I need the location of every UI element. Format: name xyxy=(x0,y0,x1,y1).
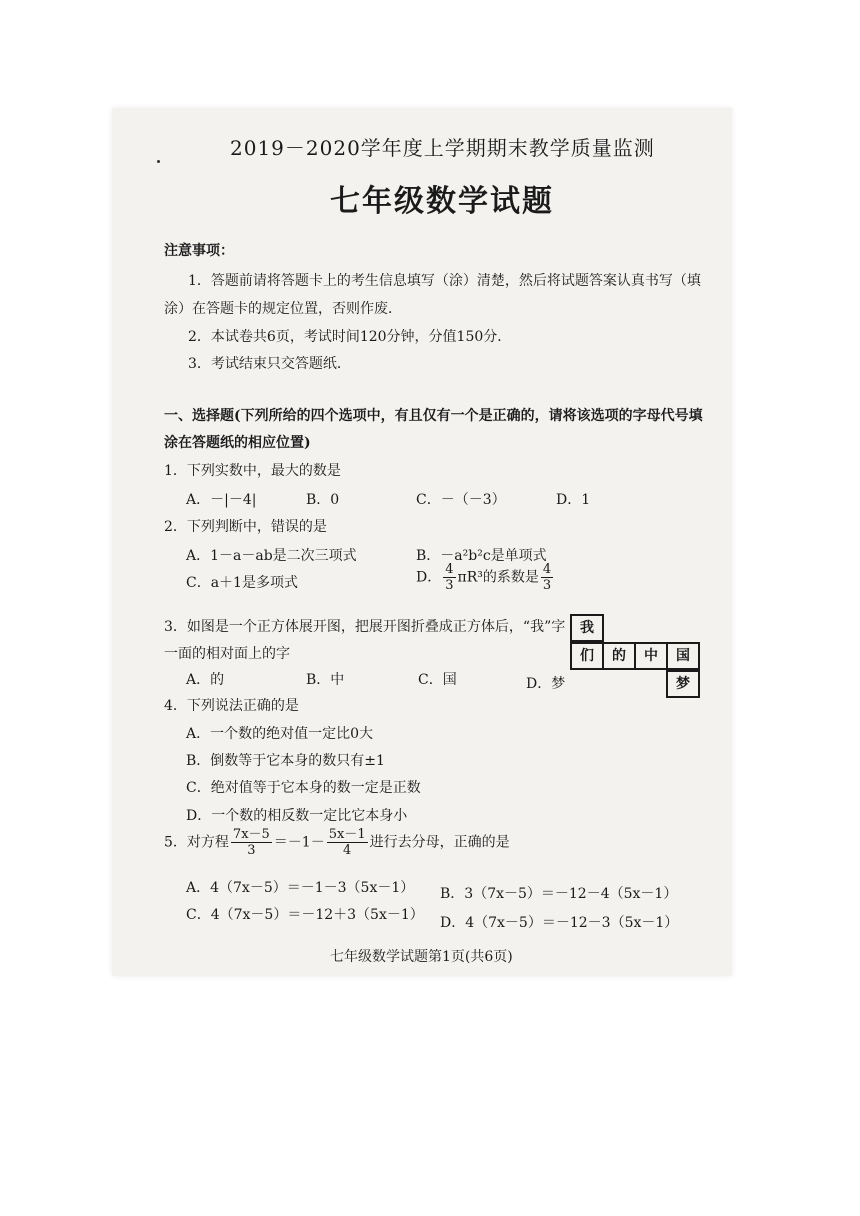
notice-item-1-line-2: 涂）在答题卡的规定位置，否则作废． xyxy=(164,301,402,317)
question-2-option-c: C．a＋1是多项式 xyxy=(186,575,298,591)
question-3-stem-line-2: 一面的相对面上的字 xyxy=(164,646,290,662)
question-1-option-d: D．1 xyxy=(556,492,591,508)
net-cell-men: 们 xyxy=(570,642,604,670)
net-cell-meng: 梦 xyxy=(666,670,700,698)
question-3-option-c: C．国 xyxy=(418,672,457,688)
question-3-stem-line-1: 3．如图是一个正方体展开图，把展开图折叠成正方体后，“我”字 xyxy=(164,619,566,635)
question-5-stem xyxy=(164,827,510,858)
fraction-denominator: 3 xyxy=(445,578,454,593)
question-4-option-c: C．绝对值等于它本身的数一定是正数 xyxy=(186,780,421,796)
question-3-option-a: A．的 xyxy=(186,672,225,688)
question-4-option-b: B．倒数等于它本身的数只有±1 xyxy=(186,753,385,769)
fraction-numerator: 4 xyxy=(542,562,552,577)
net-cell-zhong: 中 xyxy=(634,642,668,670)
question-4-stem: 4．下列说法正确的是 xyxy=(164,698,299,714)
question-1-stem: 1．下列实数中，最大的数是 xyxy=(164,463,341,479)
question-4-option-d: D．一个数的相反数一定比它本身小 xyxy=(186,808,408,824)
question-5-stem-prefix: 5．对方程 xyxy=(164,834,229,851)
scan-speck xyxy=(157,160,160,163)
notice-heading: 注意事项： xyxy=(164,243,234,259)
notice-item-3: 3．考试结束只交答题纸． xyxy=(188,356,351,372)
section-1-heading-line-1: 一、选择题(下列所给的四个选项中，有且仅有一个是正确的，请将该选项的字母代号填 xyxy=(164,408,703,424)
question-3-option-b: B．中 xyxy=(306,672,345,688)
question-5-stem-middle: ＝－1－ xyxy=(273,834,325,851)
question-4-option-a: A．一个数的绝对值一定比0大 xyxy=(186,726,374,742)
net-cell-de: 的 xyxy=(602,642,636,670)
cube-net-diagram xyxy=(570,614,702,700)
question-2-option-b: B．－a²b²c是单项式 xyxy=(416,548,547,564)
net-cell-wo: 我 xyxy=(570,614,604,642)
fraction-denominator: 3 xyxy=(542,578,552,593)
fraction-four-thirds-answer xyxy=(541,562,553,593)
exam-title: 2019－2020学年度上学期期末教学质量监测 xyxy=(230,136,655,160)
question-2-option-a: A．1－a－ab是二次三项式 xyxy=(186,548,357,564)
question-1-option-b: B．0 xyxy=(306,492,340,508)
question-3-option-d: D．梦 xyxy=(526,676,566,692)
fraction-numerator: 4 xyxy=(445,562,454,577)
fraction-four-thirds xyxy=(443,562,455,593)
fraction-5x-minus-1-over-4 xyxy=(327,827,368,858)
fraction-numerator: 5x－1 xyxy=(328,827,366,842)
page-footer: 七年级数学试题第1页(共6页) xyxy=(330,949,513,965)
question-2-option-d xyxy=(416,562,555,593)
section-1-heading-line-2: 涂在答题纸的相应位置) xyxy=(164,435,311,451)
fraction-denominator: 4 xyxy=(343,843,352,858)
question-1-option-a: A．－|－4| xyxy=(186,492,257,508)
notice-item-1-line-1: 1．答题前请将答题卡上的考生信息填写（涂）清楚，然后将试题答案认真书写（填 xyxy=(188,273,701,289)
fraction-7x-minus-5-over-3 xyxy=(231,827,272,858)
question-1-option-c: C．－（－3） xyxy=(416,492,506,508)
question-2-option-d-prefix: D． xyxy=(416,569,442,586)
fraction-numerator: 7x－5 xyxy=(232,827,270,842)
exam-subtitle: 七年级数学试题 xyxy=(330,184,554,219)
question-5-option-b: B．3（7x－5）＝－12－4（5x－1） xyxy=(440,886,678,902)
net-cell-guo: 国 xyxy=(666,642,700,670)
question-2-option-d-text: πR³的系数是 xyxy=(457,569,539,586)
question-5-option-c: C．4（7x－5）＝－12＋3（5x－1） xyxy=(186,907,424,923)
question-5-option-d: D．4（7x－5）＝－12－3（5x－1） xyxy=(440,915,679,931)
fraction-denominator: 3 xyxy=(247,843,256,858)
question-2-stem: 2．下列判断中，错误的是 xyxy=(164,519,327,535)
question-5-option-a: A．4（7x－5）＝－1－3（5x－1） xyxy=(186,880,415,896)
question-5-stem-suffix: 进行去分母，正确的是 xyxy=(369,834,510,851)
notice-item-2: 2．本试卷共6页，考试时间120分钟，分值150分． xyxy=(188,329,512,345)
